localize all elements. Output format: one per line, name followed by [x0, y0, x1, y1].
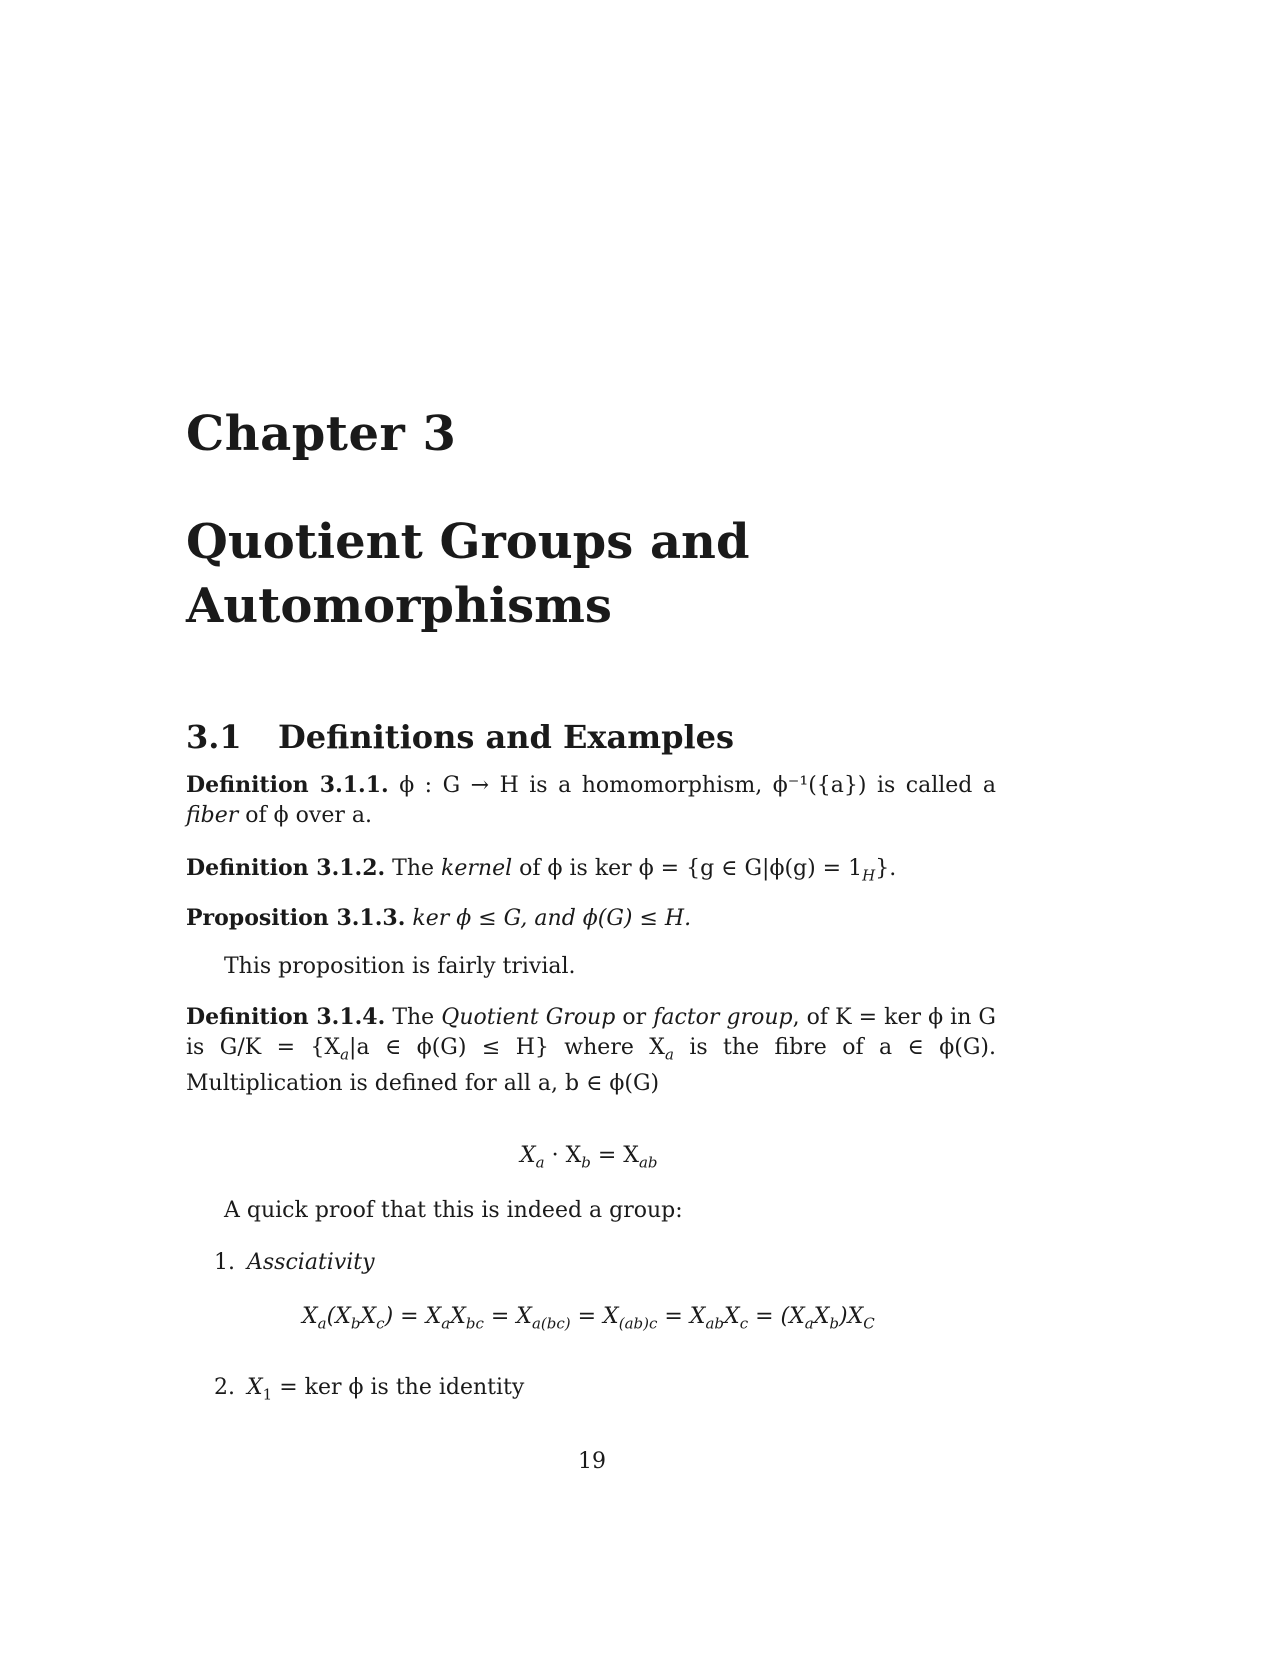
chapter-label: Chapter 3: [186, 406, 457, 462]
eq-part: = X: [570, 1304, 619, 1329]
section-heading: [186, 718, 734, 756]
list-text: X: [247, 1375, 263, 1400]
eq-part: (X: [326, 1304, 351, 1329]
list-item: [214, 1375, 524, 1403]
term-fiber: fiber: [186, 803, 239, 828]
eq-sub: (ab)c: [618, 1314, 658, 1333]
proof-intro: A quick proof that this is indeed a group:: [224, 1198, 683, 1223]
definition-3-1-1: [186, 770, 996, 831]
eq-sub: ab: [705, 1314, 725, 1333]
term-factor-group: factor group: [653, 1005, 793, 1030]
definition-label: Definition 3.1.4.: [186, 1004, 386, 1030]
definition-text: or: [622, 1005, 647, 1030]
eq-part: = (X: [748, 1304, 805, 1329]
equation-associativity: [302, 1304, 875, 1332]
eq-part: X: [813, 1304, 830, 1329]
eq-part: · X: [544, 1143, 582, 1168]
eq-part: X: [360, 1304, 377, 1329]
eq-sub: 1: [262, 1385, 273, 1404]
definition-label: Definition 3.1.1.: [186, 772, 389, 798]
subscript: a: [664, 1045, 674, 1064]
list-number: 1.: [214, 1250, 235, 1275]
definition-text: The: [392, 1005, 435, 1030]
term-kernel: kernel: [441, 856, 513, 881]
page-number: 19: [578, 1449, 606, 1474]
eq-sub: b: [829, 1314, 839, 1333]
eq-part: X: [724, 1304, 740, 1329]
definition-text: }.: [875, 856, 897, 881]
eq-sub: b: [350, 1314, 361, 1333]
definition-label: Definition 3.1.2.: [186, 855, 386, 881]
eq-part: ) = X: [384, 1304, 442, 1329]
section-title: Definitions and Examples: [278, 718, 734, 756]
eq-sub: C: [863, 1314, 875, 1333]
definition-text: , of K = ker ϕ in G is G/K = {X: [186, 1005, 997, 1060]
proposition-statement: ker ϕ ≤ G, and ϕ(G) ≤ H.: [412, 906, 692, 931]
definition-3-1-4: [186, 1002, 996, 1099]
definition-text: The: [392, 856, 435, 881]
eq-part: = X: [590, 1143, 639, 1168]
eq-sub: a(bc): [531, 1314, 571, 1333]
eq-sub: a: [535, 1153, 545, 1172]
eq-sub: c: [739, 1314, 749, 1333]
subscript: a: [340, 1045, 350, 1064]
eq-part: )X: [839, 1304, 864, 1329]
eq-part: X: [302, 1304, 318, 1329]
list-number: 2.: [214, 1375, 235, 1400]
eq-sub: a: [317, 1314, 327, 1333]
eq-sub: ab: [638, 1153, 658, 1172]
term-quotient-group: Quotient Group: [441, 1005, 616, 1030]
eq-part: = X: [483, 1304, 532, 1329]
eq-sub: b: [581, 1153, 591, 1172]
eq-sub: a: [804, 1314, 814, 1333]
list-item: [214, 1250, 375, 1275]
eq-sub: c: [376, 1314, 385, 1333]
chapter-title: Quotient Groups and Automorphisms: [186, 514, 750, 634]
list-text: Assciativity: [247, 1250, 375, 1275]
proposition-3-1-3: [186, 903, 996, 934]
definition-text: ϕ : G → H is a homomorphism, ϕ⁻¹({a}) is called a: [399, 773, 997, 798]
proposition-label: Proposition 3.1.3.: [186, 905, 406, 931]
definition-text: |a ∈ ϕ(G) ≤ H} where X: [349, 1035, 665, 1060]
definition-3-1-2: [186, 853, 996, 890]
section-number: 3.1: [186, 718, 242, 756]
definition-text: is the fibre of a ∈ ϕ(G). Multiplication is defined for all a, b ∈ ϕ(G): [186, 1035, 996, 1097]
eq-sub: bc: [465, 1314, 484, 1333]
proof-note: This proposition is fairly trivial.: [224, 954, 576, 979]
eq-part: X: [520, 1143, 536, 1168]
subscript: H: [862, 866, 876, 885]
eq-part: X: [450, 1304, 466, 1329]
eq-part: = X: [657, 1304, 706, 1329]
list-text: = ker ϕ is the identity: [279, 1375, 525, 1400]
equation-multiplication: [520, 1143, 658, 1171]
definition-text: of ϕ over a.: [245, 803, 372, 828]
eq-sub: a: [441, 1314, 451, 1333]
definition-text: of ϕ is ker ϕ = {g ∈ G|ϕ(g) = 1: [519, 856, 863, 881]
